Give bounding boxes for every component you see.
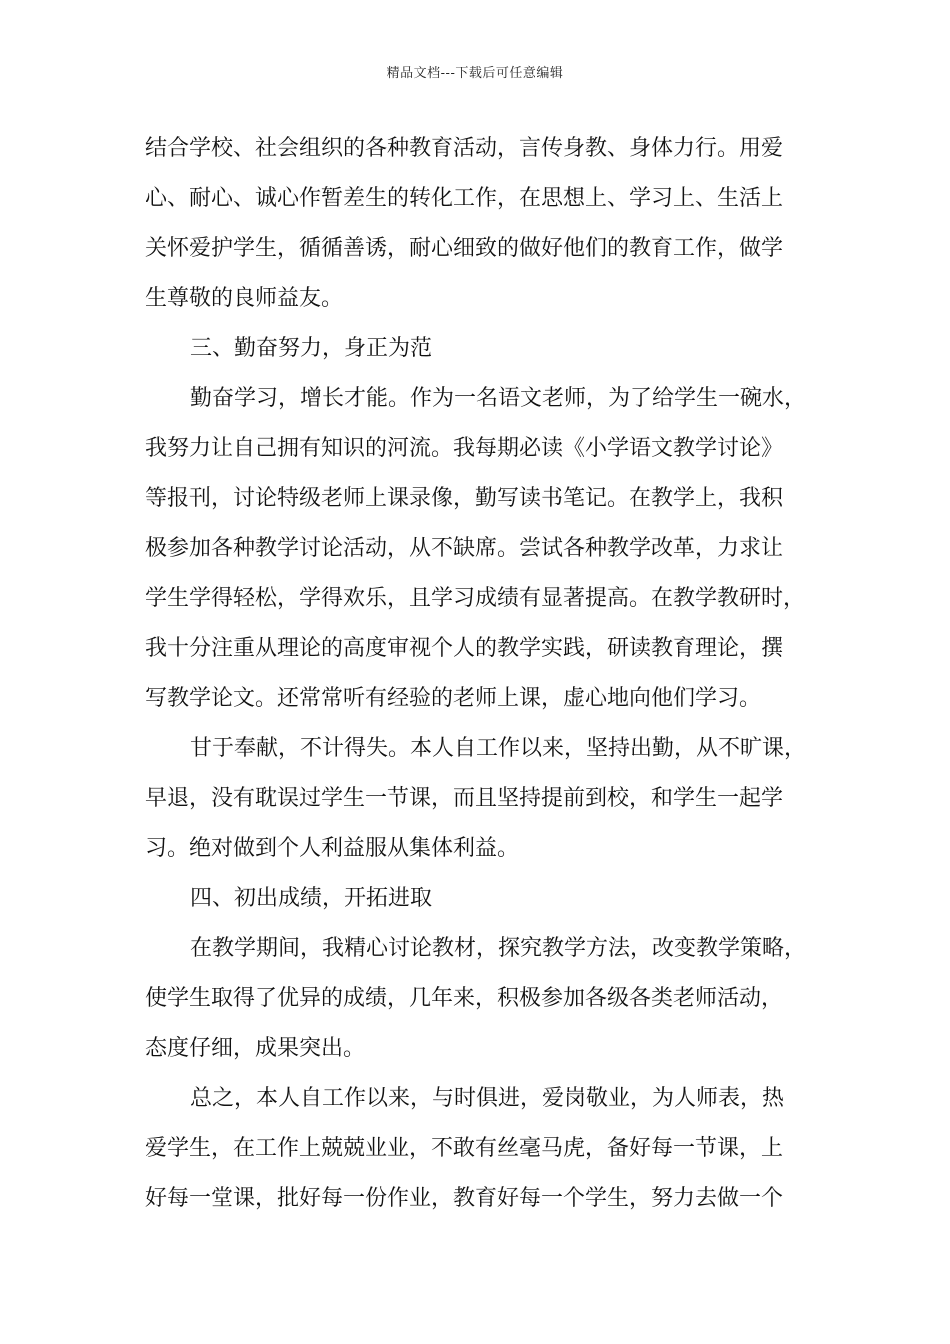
text-line: 心、耐心、诚心作暂差生的转化工作，在思想上、学习上、生活上	[145, 186, 784, 211]
section-heading: 三、勤奋努力，身正为范	[190, 336, 433, 361]
document-body	[145, 124, 835, 1224]
text-line: 习。绝对做到个人利益服从集体利益。	[145, 836, 520, 861]
text-line: 使学生取得了优异的成绩，几年来，积极参加各级各类老师活动，	[145, 986, 784, 1011]
text-line: 我十分注重从理论的高度审视个人的教学实践，研读教育理论，撰	[145, 636, 784, 661]
text-line: 极参加各种教学讨论活动，从不缺席。尝试各种教学改革，力求让	[145, 536, 784, 561]
text-line: 等报刊，讨论特级老师上课录像，勤写读书笔记。在教学上，我积	[145, 486, 784, 511]
text-line: 好每一堂课，批好每一份作业，教育好每一个学生，努力去做一个	[145, 1186, 784, 1211]
text-line: 学生学得轻松，学得欢乐，且学习成绩有显著提高。在教学教研时，	[145, 586, 806, 611]
text-line: 早退，没有耽误过学生一节课，而且坚持提前到校，和学生一起学	[145, 786, 784, 811]
text-line: 结合学校、社会组织的各种教育活动，言传身教、身体力行。用爱	[145, 136, 784, 161]
text-line: 生尊敬的良师益友。	[145, 286, 344, 311]
text-line: 勤奋学习，增长才能。作为一名语文老师，为了给学生一碗水，	[190, 386, 807, 411]
text-line: 总之，本人自工作以来，与时俱进，爱岗敬业，为人师表，热	[190, 1086, 785, 1111]
text-line: 我努力让自己拥有知识的河流。我每期必读《小学语文教学讨论》	[145, 436, 784, 461]
text-line: 爱学生，在工作上兢兢业业，不敢有丝毫马虎，备好每一节课，上	[145, 1136, 784, 1161]
page-header-note: 精品文档---下载后可任意编辑	[386, 66, 564, 81]
section-heading: 四、初出成绩，开拓进取	[190, 886, 433, 911]
text-line: 写教学论文。还常常听有经验的老师上课，虚心地向他们学习。	[145, 686, 762, 711]
text-line: 甘于奉献，不计得失。本人自工作以来，坚持出勤，从不旷课，	[190, 736, 807, 761]
text-line: 关怀爱护学生，循循善诱，耐心细致的做好他们的教育工作，做学	[145, 236, 784, 261]
text-line: 态度仔细，成果突出。	[145, 1036, 366, 1061]
text-line: 在教学期间，我精心讨论教材，探究教学方法，改变教学策略，	[190, 936, 807, 961]
